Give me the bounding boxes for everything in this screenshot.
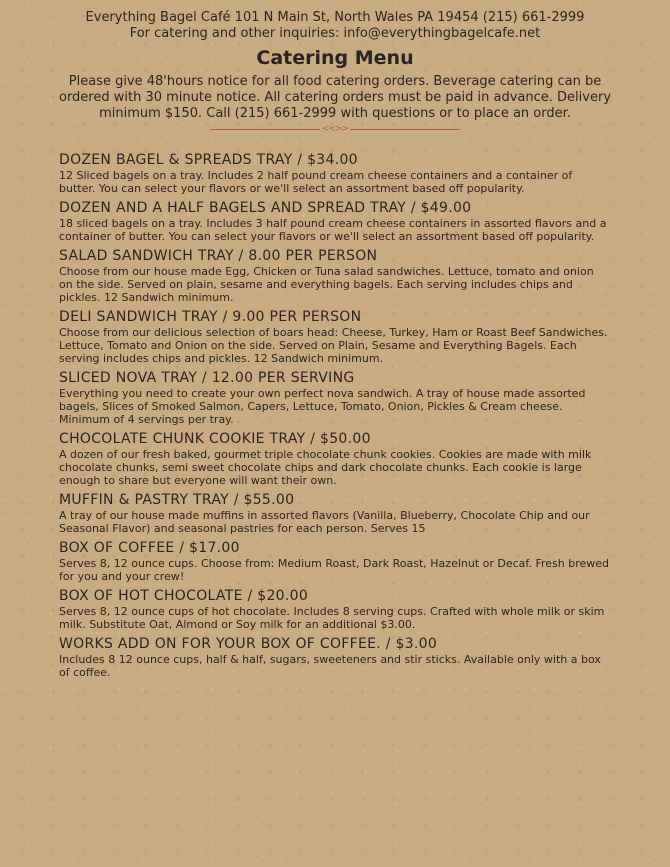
menu-item bbox=[59, 539, 610, 583]
menu-item-description: Serves 8, 12 ounce cups. Choose from: Medium Roast, Dark Roast, Hazelnut or Decaf. Fresh brewed for you and your crew! bbox=[59, 557, 610, 583]
menu-item bbox=[59, 247, 610, 304]
menu-item-description: Choose from our delicious selection of boars head: Cheese, Turkey, Ham or Roast Beef Sandwiches. Lettuce, Tomato and Onion on the side. Served on Plain, Sesame and Everything Bagels. Each serving includes chips and pickles. 12 Sandwich minimum. bbox=[59, 326, 608, 365]
menu-item-name: CHOCOLATE CHUNK COOKIE TRAY / $50.00 bbox=[59, 431, 371, 447]
menu-item-description: Serves 8, 12 ounce cups of hot chocolate. Includes 8 serving cups. Crafted with whole milk or skim milk. Substitute Oat, Almond or Soy milk for an additional $3.00. bbox=[59, 605, 605, 631]
ornamental-divider: <<>> bbox=[0, 125, 670, 133]
menu-item bbox=[59, 308, 610, 365]
address-line: Everything Bagel Café 101 N Main St, North Wales PA 19454 (215) 661-2999 bbox=[85, 10, 585, 25]
menu-item-description: A dozen of our fresh baked, gourmet triple chocolate chunk cookies. Cookies are made with milk chocolate chunks, semi sweet chocolate chips and dark chocolate chunks. Each cookie is large enough to share but everyone will want their own. bbox=[59, 448, 592, 487]
page-header bbox=[0, 0, 670, 133]
menu-item bbox=[59, 587, 610, 631]
menu-item-name: SLICED NOVA TRAY / 12.00 PER SERVING bbox=[59, 370, 355, 386]
menu-item-description: 12 Sliced bagels on a tray. Includes 2 half pound cream cheese containers and a container of butter. You can select your flavors or we'll select an assortment based off popularity. bbox=[59, 169, 573, 195]
menu-item-name: DELI SANDWICH TRAY / 9.00 PER PERSON bbox=[59, 309, 362, 325]
menu-item-name: WORKS ADD ON FOR YOUR BOX OF COFFEE. / $3.00 bbox=[59, 636, 438, 652]
menu-item bbox=[59, 491, 610, 535]
menu-item-description: Includes 8 12 ounce cups, half & half, sugars, sweeteners and stir sticks. Available only with a box of coffee. bbox=[59, 653, 601, 679]
page-title: Catering Menu bbox=[256, 47, 414, 69]
menu-item-name: BOX OF HOT CHOCOLATE / $20.00 bbox=[59, 588, 309, 604]
menu-item-name: BOX OF COFFEE / $17.00 bbox=[59, 540, 240, 556]
menu-item bbox=[59, 151, 610, 195]
menu-item-description: A tray of our house made muffins in assorted flavors (Vanilla, Blueberry, Chocolate Chip and our Seasonal Flavor) and seasonal pastries for each person. Serves 15 bbox=[59, 509, 590, 535]
menu-item bbox=[59, 199, 610, 243]
ordering-notice: Please give 48'hours notice for all food catering orders. Beverage catering can be ordered with 30 minute notice. All catering orders must be paid in advance. Delivery minimum $150. Call (215) 661-2999 with questions or to place an order. bbox=[58, 74, 612, 121]
menu-item-description: Everything you need to create your own perfect nova sandwich. A tray of house made assorted bagels, Slices of Smoked Salmon, Capers, Lettuce, Tomato, Onion, Pickles & Cream cheese. Minimum of 4 servings per tray. bbox=[59, 387, 586, 426]
menu-item-name: DOZEN AND A HALF BAGELS AND SPREAD TRAY / $49.00 bbox=[59, 200, 472, 216]
menu-item bbox=[59, 430, 610, 487]
menu-item-name: SALAD SANDWICH TRAY / 8.00 PER PERSON bbox=[59, 248, 378, 264]
menu-items bbox=[0, 151, 670, 679]
inquiries-line: For catering and other inquiries: info@everythingbagelcafe.net bbox=[129, 26, 541, 41]
menu-item-name: MUFFIN & PASTRY TRAY / $55.00 bbox=[59, 492, 295, 508]
menu-item-description: Choose from our house made Egg, Chicken or Tuna salad sandwiches. Lettuce, tomato and onion on the side. Served on plain, sesame and everything bagels. Each serving includes chips and pickles. 12 Sandwich minimum. bbox=[59, 265, 594, 304]
menu-item bbox=[59, 369, 610, 426]
menu-item bbox=[59, 635, 610, 679]
menu-item-name: DOZEN BAGEL & SPREADS TRAY / $34.00 bbox=[59, 152, 358, 168]
menu-item-description: 18 sliced bagels on a tray. Includes 3 half pound cream cheese containers in assorted flavors and a container of butter. You can select your flavors or we'll select an assortment based off popularity. bbox=[59, 217, 607, 243]
